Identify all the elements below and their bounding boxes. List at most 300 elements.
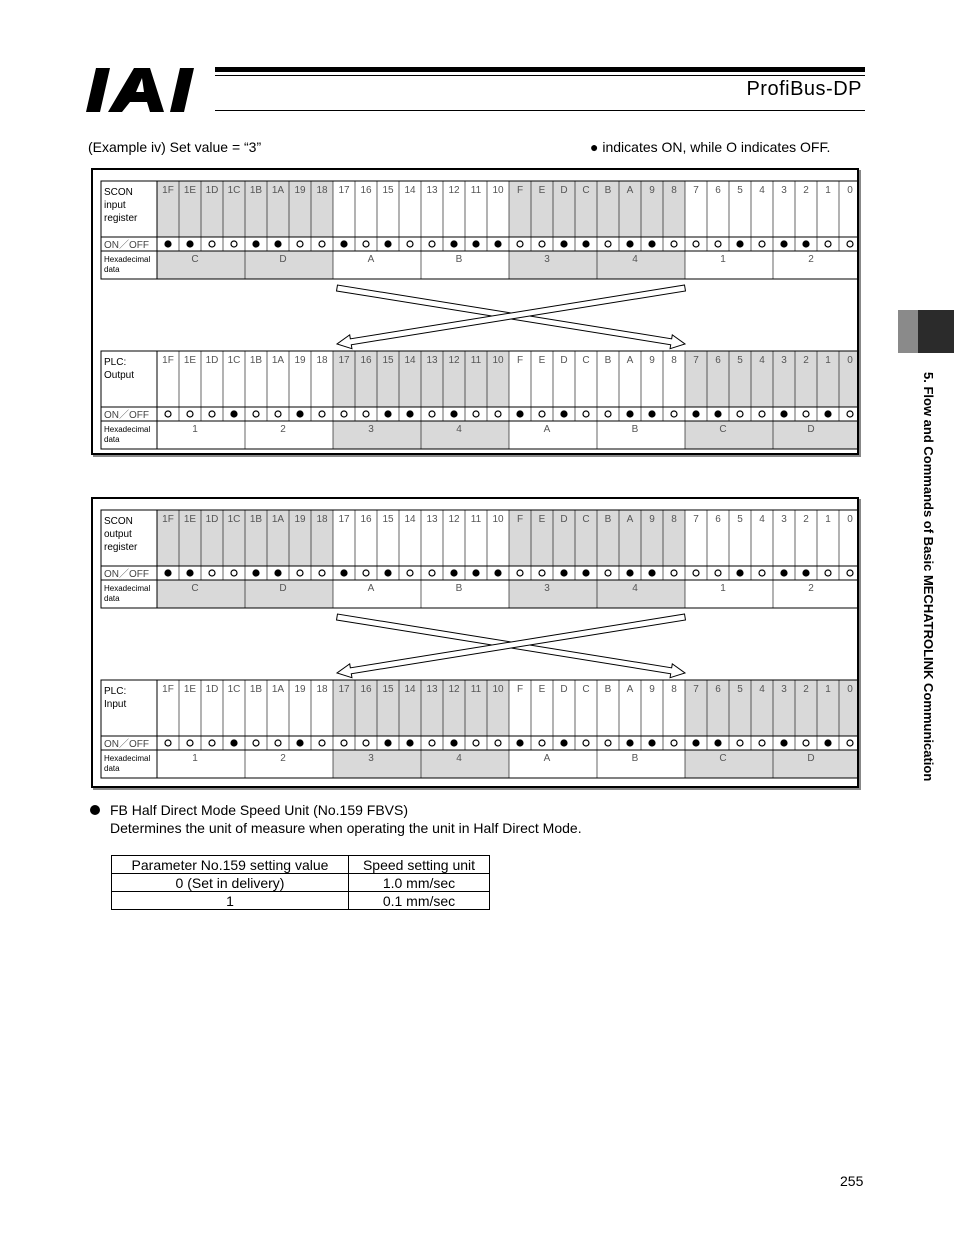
off-dot-icon (473, 411, 479, 417)
register-block (101, 181, 857, 279)
on-dot-icon (561, 241, 567, 247)
bit-number: 18 (316, 514, 328, 525)
bit-number: 2 (803, 185, 809, 196)
bit-number: C (582, 355, 590, 366)
off-dot-icon (737, 411, 743, 417)
hex-value: 2 (280, 424, 286, 435)
on-dot-icon (253, 241, 259, 247)
bit-number: 1C (227, 514, 241, 525)
bit-number: F (516, 514, 524, 525)
bit-number: 5 (737, 684, 743, 695)
bit-number: 7 (693, 355, 699, 366)
on-dot-icon (495, 570, 501, 576)
table-cell: 1 (112, 892, 349, 910)
off-dot-icon (429, 411, 435, 417)
header-title: ProfiBus-DP (746, 78, 862, 100)
register-label: output (104, 529, 132, 540)
chapter-tab-dark (918, 310, 954, 353)
shaded-hex (685, 421, 773, 449)
bit-number: 17 (338, 355, 350, 366)
on-dot-icon (627, 740, 633, 746)
off-dot-icon (253, 411, 259, 417)
bit-number: 7 (693, 514, 699, 525)
bit-number: 15 (382, 684, 394, 695)
register-label: register (104, 542, 138, 553)
off-dot-icon (275, 411, 281, 417)
table-cell: 1.0 mm/sec (349, 874, 490, 892)
register-label: PLC: (104, 357, 127, 368)
off-dot-icon (517, 241, 523, 247)
bit-number: 16 (360, 514, 372, 525)
bit-number: 1A (271, 355, 285, 366)
bit-number: 1A (271, 514, 285, 525)
off-dot-icon (209, 570, 215, 576)
bit-number: 1C (227, 684, 241, 695)
off-dot-icon (429, 740, 435, 746)
table-row (112, 874, 490, 892)
on-dot-icon (451, 411, 457, 417)
on-dot-icon (495, 241, 501, 247)
example-label: (Example iv) Set value = “3” (88, 139, 262, 155)
on-dot-icon (715, 740, 721, 746)
table-cell: 0 (Set in delivery) (112, 874, 349, 892)
off-dot-icon (407, 570, 413, 576)
bit-number: 3 (781, 185, 787, 196)
hex-value: 4 (632, 254, 638, 265)
hex-label: data (104, 594, 120, 603)
bit-number: C (582, 185, 590, 196)
hex-value: B (631, 424, 639, 435)
table-cell: 0.1 mm/sec (349, 892, 490, 910)
bullet-icon (90, 805, 100, 815)
bit-number: 1F (162, 684, 174, 695)
bit-number: 16 (360, 355, 372, 366)
off-dot-icon (803, 411, 809, 417)
off-dot-icon (187, 740, 193, 746)
shaded-hex (509, 580, 597, 608)
legend-text: indicates ON, while O indicates OFF. (598, 139, 831, 155)
bit-number: A (626, 355, 634, 366)
on-dot-icon (627, 411, 633, 417)
off-dot-icon (275, 740, 281, 746)
hex-label: data (104, 265, 120, 274)
hex-value: A (543, 753, 551, 764)
bit-number: 6 (715, 514, 721, 525)
hex-value: A (543, 424, 551, 435)
hex-value: 1 (192, 753, 198, 764)
off-dot-icon (495, 411, 501, 417)
on-dot-icon (781, 570, 787, 576)
hex-value: B (455, 583, 463, 594)
on-dot-icon (781, 241, 787, 247)
bit-number: 10 (492, 684, 504, 695)
on-dot-icon (649, 241, 655, 247)
bit-number: 15 (382, 185, 394, 196)
hex-label: Hexadecimal (104, 754, 151, 763)
bit-number: 1D (205, 514, 219, 525)
bit-number: 3 (781, 355, 787, 366)
off-dot-icon (539, 570, 545, 576)
hex-value: B (631, 753, 639, 764)
table-header: Parameter No.159 setting value (112, 856, 349, 874)
bit-number: 19 (294, 684, 306, 695)
off-dot-icon (407, 241, 413, 247)
bit-number: 14 (404, 684, 416, 695)
bit-number: 4 (759, 355, 765, 366)
hex-value: C (719, 424, 727, 435)
off-dot-icon (759, 411, 765, 417)
bit-number: 10 (492, 355, 504, 366)
bit-number: 0 (847, 355, 853, 366)
register-label: register (104, 213, 138, 224)
bit-number: 4 (759, 684, 765, 695)
off-dot-icon (319, 570, 325, 576)
bit-number: B (604, 355, 612, 366)
shaded-hex (421, 421, 509, 449)
bit-number: 0 (847, 185, 853, 196)
off-dot-icon (671, 241, 677, 247)
bit-number: 4 (759, 185, 765, 196)
bit-number: A (626, 514, 634, 525)
shaded-hex (245, 251, 333, 279)
bit-number: 16 (360, 185, 372, 196)
on-dot-icon (737, 241, 743, 247)
off-dot-icon (847, 570, 853, 576)
iai-logo (86, 66, 206, 114)
bit-number: 13 (426, 355, 438, 366)
bit-number: C (582, 684, 590, 695)
bit-number: 1E (183, 684, 197, 695)
hex-value: 3 (368, 753, 374, 764)
chapter-caption (918, 372, 938, 872)
bit-number: 8 (671, 514, 677, 525)
hex-value: D (279, 254, 287, 265)
on-dot-icon (231, 740, 237, 746)
bit-number: 12 (448, 185, 460, 196)
on-dot-icon (275, 241, 281, 247)
register-block (101, 680, 857, 778)
bit-number: 1D (205, 185, 219, 196)
off-dot-icon (539, 241, 545, 247)
off-dot-icon (473, 740, 479, 746)
register-label: PLC: (104, 686, 127, 697)
hex-label: Hexadecimal (104, 255, 151, 264)
bit-number: 2 (803, 514, 809, 525)
shaded-hex (685, 750, 773, 778)
bit-number: 5 (737, 355, 743, 366)
bit-number: 5 (737, 185, 743, 196)
bit-diagram-svg (93, 499, 857, 786)
off-dot-icon (825, 570, 831, 576)
on-dot-icon (473, 241, 479, 247)
on-dot-icon (803, 570, 809, 576)
hex-value: A (367, 254, 375, 265)
bit-number: 14 (404, 355, 416, 366)
fb-section (90, 801, 582, 837)
bit-number: 17 (338, 514, 350, 525)
bit-number: 15 (382, 355, 394, 366)
hex-label: Hexadecimal (104, 584, 151, 593)
bit-number: 8 (671, 355, 677, 366)
off-dot-icon (187, 411, 193, 417)
off-dot-icon (759, 570, 765, 576)
on-dot-icon (517, 740, 523, 746)
bit-number: 8 (671, 684, 677, 695)
hex-label: data (104, 435, 120, 444)
off-dot-icon (165, 740, 171, 746)
hex-label: data (104, 764, 120, 773)
bit-number: 2 (803, 684, 809, 695)
bit-number: 9 (649, 185, 655, 196)
hex-value: 3 (544, 254, 550, 265)
shaded-hex (333, 750, 421, 778)
off-dot-icon (847, 740, 853, 746)
off-dot-icon (847, 411, 853, 417)
on-dot-icon (451, 570, 457, 576)
on-dot-icon (649, 570, 655, 576)
on-dot-icon (583, 570, 589, 576)
on-dot-icon (737, 570, 743, 576)
hex-label: Hexadecimal (104, 425, 151, 434)
on-dot-icon (473, 570, 479, 576)
off-dot-icon (209, 740, 215, 746)
bit-number: 6 (715, 684, 721, 695)
on-dot-icon (407, 411, 413, 417)
shaded-hex (157, 251, 245, 279)
hex-value: C (191, 254, 199, 265)
hex-value: D (807, 424, 815, 435)
bit-number: 13 (426, 684, 438, 695)
fb-section-description: Determines the unit of measure when operating the unit in Half Direct Mode. (110, 820, 582, 836)
off-dot-icon (671, 740, 677, 746)
register-label: SCON (104, 187, 133, 198)
chapter-tab-light (898, 310, 918, 353)
bit-number: 11 (470, 684, 482, 695)
off-dot-icon (341, 411, 347, 417)
off-dot-icon (583, 411, 589, 417)
hex-value: 3 (544, 583, 550, 594)
off-dot-icon (583, 740, 589, 746)
bit-number: E (538, 185, 546, 196)
bit-number: 9 (649, 355, 655, 366)
off-dot-icon (693, 570, 699, 576)
hex-value: C (191, 583, 199, 594)
bit-number: 2 (803, 355, 809, 366)
bit-number: 17 (338, 185, 350, 196)
bit-number: 3 (781, 684, 787, 695)
off-dot-icon (165, 411, 171, 417)
bit-number: 14 (404, 185, 416, 196)
on-dot-icon (341, 570, 347, 576)
bit-number: 1C (227, 355, 241, 366)
bit-number: F (516, 185, 524, 196)
hex-value: B (455, 254, 463, 265)
bit-number: F (516, 355, 524, 366)
hex-value: C (719, 753, 727, 764)
on-dot-icon (693, 411, 699, 417)
on-dot-icon (407, 740, 413, 746)
off-dot-icon (319, 411, 325, 417)
bit-number: 7 (693, 185, 699, 196)
on-dot-icon (781, 411, 787, 417)
bit-number: 18 (316, 185, 328, 196)
on-dot-icon (583, 241, 589, 247)
page-number: 255 (840, 1173, 864, 1189)
bit-number: 14 (404, 514, 416, 525)
on-dot-icon (385, 241, 391, 247)
bit-number: 10 (492, 514, 504, 525)
off-dot-icon (759, 241, 765, 247)
bit-number: 19 (294, 355, 306, 366)
hex-value: 3 (368, 424, 374, 435)
off-dot-icon (605, 740, 611, 746)
off-dot-icon (297, 570, 303, 576)
bit-number: C (582, 514, 590, 525)
on-dot-icon (825, 411, 831, 417)
legend (590, 139, 830, 155)
on-dot-icon (803, 241, 809, 247)
bit-number: E (538, 514, 546, 525)
off-dot-icon (803, 740, 809, 746)
hex-value: 2 (808, 583, 814, 594)
chapter-caption-text: 5. Flow and Commands of Basic MECHATROLINK Communication (921, 372, 936, 782)
on-dot-icon (561, 411, 567, 417)
hex-value: D (279, 583, 287, 594)
off-dot-icon (715, 570, 721, 576)
off-dot-icon (319, 241, 325, 247)
on-dot-icon (451, 241, 457, 247)
bit-number: 12 (448, 514, 460, 525)
bit-number: 13 (426, 185, 438, 196)
off-dot-icon (495, 740, 501, 746)
table-header: Speed setting unit (349, 856, 490, 874)
off-dot-icon (539, 740, 545, 746)
off-dot-icon (605, 570, 611, 576)
hex-value: D (807, 753, 815, 764)
off-dot-icon (539, 411, 545, 417)
on-dot-icon (781, 740, 787, 746)
bit-number: A (626, 185, 634, 196)
bit-number: B (604, 684, 612, 695)
on-dot-icon (517, 411, 523, 417)
bit-number: 1D (205, 355, 219, 366)
off-dot-icon (363, 570, 369, 576)
off-dot-icon (605, 241, 611, 247)
off-dot-icon (297, 241, 303, 247)
bit-number: 12 (448, 684, 460, 695)
bit-number: 1 (825, 185, 831, 196)
register-block (101, 510, 857, 608)
hex-value: 4 (456, 424, 462, 435)
off-dot-icon (737, 740, 743, 746)
off-dot-icon (363, 411, 369, 417)
bit-number: 1F (162, 355, 174, 366)
bit-number: 0 (847, 684, 853, 695)
bit-number: D (560, 355, 568, 366)
bit-number: 3 (781, 514, 787, 525)
bit-number: A (626, 684, 634, 695)
bit-number: 13 (426, 514, 438, 525)
off-dot-icon (319, 740, 325, 746)
bit-number: B (604, 514, 612, 525)
param-table (111, 855, 490, 910)
bit-number: 1B (249, 684, 263, 695)
off-dot-icon (209, 411, 215, 417)
table-header-row (112, 856, 490, 874)
off-dot-icon (825, 241, 831, 247)
off-dot-icon (847, 241, 853, 247)
bit-number: 1A (271, 185, 285, 196)
register-label: Output (104, 370, 135, 381)
onoff-label: ON／OFF (104, 569, 149, 580)
off-dot-icon (693, 241, 699, 247)
bit-diagram-output (91, 497, 859, 788)
on-dot-icon (649, 411, 655, 417)
bit-diagram-svg (93, 170, 857, 453)
hex-value: 4 (456, 753, 462, 764)
bit-number: 19 (294, 514, 306, 525)
bit-number: F (516, 684, 524, 695)
bit-number: 11 (470, 185, 482, 196)
bit-number: 1 (825, 684, 831, 695)
off-dot-icon (341, 740, 347, 746)
bit-number: 1C (227, 185, 241, 196)
on-dot-icon (715, 411, 721, 417)
bit-number: D (560, 514, 568, 525)
bit-number: 12 (448, 355, 460, 366)
bit-number: 1B (249, 355, 263, 366)
off-dot-icon (715, 241, 721, 247)
on-dot-icon (275, 570, 281, 576)
bit-number: 0 (847, 514, 853, 525)
on-dot-icon (561, 740, 567, 746)
bit-number: 6 (715, 185, 721, 196)
on-dot-icon (451, 740, 457, 746)
bit-number: 9 (649, 684, 655, 695)
on-dot-icon (385, 740, 391, 746)
bit-number: 1F (162, 514, 174, 525)
hex-value: A (367, 583, 375, 594)
bit-number: 6 (715, 355, 721, 366)
on-dot-icon (649, 740, 655, 746)
bit-number: D (560, 684, 568, 695)
bit-number: 1 (825, 514, 831, 525)
header-rule (215, 67, 865, 72)
on-dot-icon (165, 570, 171, 576)
hex-value: 1 (720, 254, 726, 265)
off-dot-icon (363, 241, 369, 247)
off-dot-icon (209, 241, 215, 247)
bit-number: B (604, 185, 612, 196)
bit-number: E (538, 684, 546, 695)
off-dot-icon (231, 241, 237, 247)
bit-number: 1B (249, 514, 263, 525)
table-row (112, 892, 490, 910)
shaded-hex (245, 580, 333, 608)
off-dot-icon (517, 570, 523, 576)
swap-arrows (337, 285, 686, 349)
bit-diagram-input (91, 168, 859, 455)
bit-number: 1E (183, 514, 197, 525)
on-dot-icon (385, 570, 391, 576)
on-dot-icon (297, 740, 303, 746)
bit-number: 11 (470, 355, 482, 366)
on-dot-icon (693, 740, 699, 746)
shaded-hex (773, 750, 857, 778)
on-dot-icon (297, 411, 303, 417)
swap-arrows (337, 614, 686, 678)
off-dot-icon (429, 241, 435, 247)
